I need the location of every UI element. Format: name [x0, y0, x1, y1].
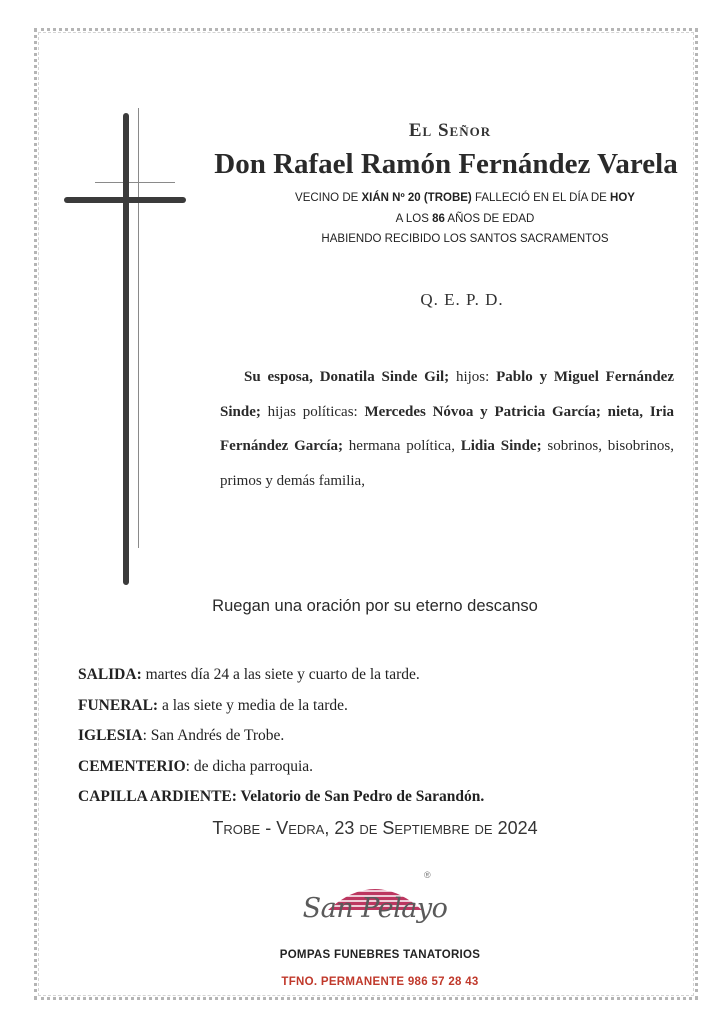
detail-label: IGLESIA — [78, 727, 143, 744]
detail-label: SALIDA: — [78, 666, 142, 683]
info-text: A LOS — [395, 213, 433, 225]
qepd: Q. E. P. D. — [420, 290, 504, 309]
family-sister-in-law: Lidia Sinde; — [460, 438, 542, 454]
prayer-request: Ruegan una oración por su eterno descanso — [212, 597, 538, 615]
family-text: sobrinos, bisobrinos, primos y demás familia, — [220, 438, 675, 489]
detail-value: a las siete y media de la tarde. — [158, 696, 348, 714]
detail-row-cementerio — [78, 755, 698, 786]
detail-row-iglesia — [78, 724, 698, 755]
company-tagline: POMPAS FUNEBRES TANATORIOS — [279, 949, 481, 961]
info-text: AÑOS DE EDAD — [444, 213, 535, 225]
date-line: Trobe - Vedra, 23 de Septiembre de 2024 — [212, 818, 538, 838]
family-in-laws: Mercedes Nóvoa y Patricia García; nieta, Iria Fernández García; — [220, 403, 674, 454]
detail-value: : de dicha parroquia. — [185, 757, 314, 775]
info-age: 86 — [432, 213, 445, 225]
info-line-2 — [270, 213, 660, 225]
info-line-3: HABIENDO RECIBIDO LOS SANTOS SACRAMENTOS — [321, 233, 609, 245]
info-address: XIÁN Nº 20 (TROBE) — [361, 192, 472, 204]
info-text: VECINO DE — [295, 192, 362, 204]
company-logo-text: San Pelayo — [302, 893, 448, 924]
info-line-1 — [270, 192, 660, 204]
family-children: Pablo y Miguel Fernández Sinde; — [220, 369, 674, 420]
detail-value: martes día 24 a las siete y cuarto de la tarde. — [141, 666, 420, 683]
detail-label: CEMENTERIO — [78, 757, 186, 775]
family-text: hermana política, — [343, 438, 461, 454]
detail-label: FUNERAL: — [78, 696, 159, 714]
company-phone: TFNO. PERMANENTE 986 57 28 43 — [281, 976, 479, 988]
detail-row-capilla — [78, 785, 698, 816]
family-text: hijos: — [449, 369, 497, 385]
info-day: HOY — [610, 192, 635, 204]
family-spouse: Su esposa, Donatila Sinde Gil; — [244, 369, 450, 385]
detail-row-salida — [78, 663, 698, 694]
family-paragraph — [220, 360, 674, 498]
service-details — [78, 663, 698, 816]
info-text: FALLECIÓ EN EL DÍA DE — [471, 192, 611, 204]
detail-label: CAPILLA ARDIENTE: — [78, 788, 237, 805]
family-text: hijas políticas: — [260, 403, 365, 420]
deceased-name: Don Rafael Ramón Fernández Varela — [214, 148, 678, 180]
registered-mark: ® — [424, 870, 431, 880]
detail-value: Velatorio de San Pedro de Sarandón. — [236, 788, 485, 805]
title-prefix: El Señor — [408, 120, 492, 141]
detail-value: : San Andrés de Trobe. — [142, 727, 285, 744]
detail-row-funeral — [78, 694, 698, 725]
